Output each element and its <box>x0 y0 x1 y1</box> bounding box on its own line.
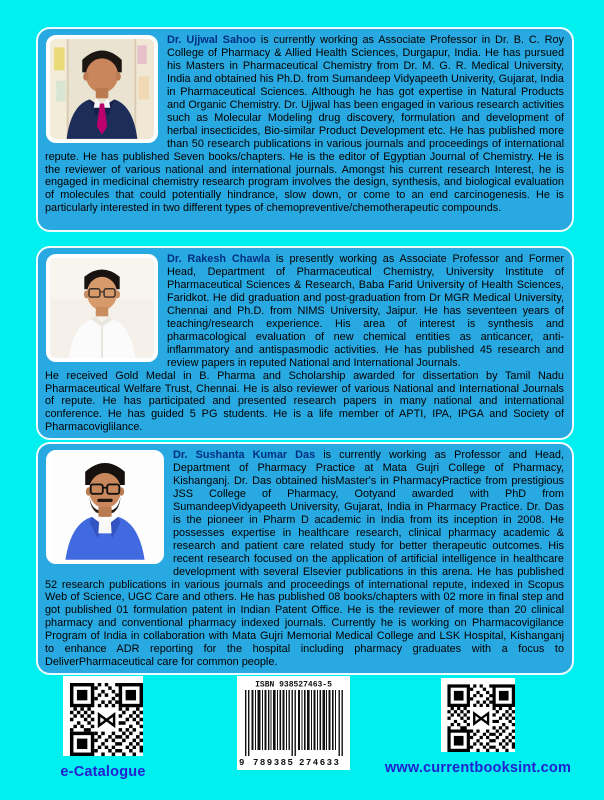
isbn-top-text: ISBN 938527463-5 <box>255 680 332 690</box>
isbn-barcode-graphic <box>237 676 350 770</box>
bio-panel-rakesh-chawla <box>36 246 574 440</box>
bio-name-rakesh-chawla: Dr. Rakesh Chawla <box>167 253 271 265</box>
isbn-digits-group1: 789385 <box>253 758 295 768</box>
bio-body-ujjwal-sahoo: is currently working as Associate Professor in Dr. B. C. Roy College of Pharmacy & Allied Health Sciences, Durgapur, India. He has pursued his Masters in Pharmaceutical Chemistry from Dr. M. G. R. Medical University, India and obtained his Ph.D. from Sumandeep Vidyapeeth Univerity, Gujarat, India in Pharmaceutical Sciences. Although he has got expertise in Natural Products and Organic Chemistry. Dr. Ujjwal has been engaged in various research activities such as Molecular Modeling drug discovery, formulation and development of herbal insecticides, Bio-similar Product Development etc. He has published more than 50 research publications in various journals and proceedings of international repute. He has published Seven books/chapters. He is the editor of Egyptian Journal of Chemistry. He is the reviewer of various national and international journals. Amongst his current research Interest, he is engaged in medicinal chemistry research program involves the design, synthesis, and biological evaluation of molecules that could potentially hindrance, slow down, or come to an end carcinogenesis. He is particularly interested in two different types of chemopreventive/chemotherapeutic compounds. <box>45 34 564 215</box>
bio-name-sushanta-kumar-das: Dr. Sushanta Kumar Das <box>173 449 316 461</box>
portrait-rakesh-chawla-illustration <box>50 258 154 358</box>
bio-name-ujjwal-sahoo: Dr. Ujjwal Sahoo <box>167 34 256 46</box>
isbn-digit-9: 9 <box>239 758 245 768</box>
isbn-barcode <box>237 676 350 770</box>
bio-body-rakesh-chawla: is presently working as Associate Professor and Former Head, Department of Pharmaceutical Chemistry, University Institute of Pharmaceutical Sciences & Research, Baba Farid University of Health Sciences, Faridkot. He did graduation and post-graduation from Dr MGR Medical University, Chennai and Ph.D. from NIMS University, Jaipur. He has seventeen years of teaching/research experience. His area of interest is synthesis and pharmacological evaluation of new chemical entities as anticancer, anti-inflammatory and antispasmodic activities. He has published 45 research and review papers in reputed National and International Journals. <box>167 253 564 369</box>
portrait-photo-sushanta-kumar-das <box>46 450 164 564</box>
bio-panel-sushanta-kumar-das <box>36 442 574 675</box>
bio-panel-ujjwal-sahoo <box>36 27 574 232</box>
portrait-photo-rakesh-chawla <box>46 254 158 362</box>
portrait-ujjwal-sahoo-illustration <box>50 39 154 139</box>
isbn-digits-group2: 274633 <box>299 758 341 768</box>
website-block <box>382 678 574 776</box>
portrait-sushanta-kumar-das-illustration <box>50 454 160 560</box>
bio-text2-rakesh-chawla: He received Gold Medal in B. Pharma and Scholarship awarded for dissertation by Tamil Nadu Pharmaceutical Welfare Trust, Chennai. He is also reviewer of various National and International Journals of repute. He has participated and presented research papers in many national and international conference. He has guided 5 PG students. He is a life member of APTI, IPA, IPGA and Society of Pharmacoviglilance. <box>45 369 564 434</box>
website-link[interactable]: www.currentbooksint.com <box>384 760 572 776</box>
website-qr-code <box>441 678 515 752</box>
bio-body-sushanta-kumar-das: is currently working as Professor and Head, Department of Pharmacy Practice at Mata Gujri College of Pharmacy, Kishanganj. Dr. Das obtained hisMaster's in PharmacyPractice from prestigious JSS College of Pharmacy, Ootyand awarded with PhD from SumandeepVidyapeeth University, Gujarat, India in Pharmacy Practice. Dr. Das is the pioneer in Pharm D academic in India from its inception in 2008. He possesses expertise in healthcare research, clinical pharmacy academic & research and patient care related study for better therapeutic outcomes. His recent research focused on the application of artificial intelligence in healthcare development with several Elsevier publications in this arena. He has published 52 research publications in various journals and proceedings of international repute, indexed in Scopus Web of Science, UGC Care and others. He has published 08 books/chapters with 02 more in final step and got published 01 formulation patent in Indian Patent Office. He is the reviewer of more than 20 clinical pharmacy and conventional pharmacy indexed journals. Currently he is working on Pharmacovigilance Program of India in collaboration with Mata Gujri Memorial Medical College and LSK Hospital, Kishanganj to enhance ADR reporting for the hospital including pharmacy graduates with a focus to DeliverPharmaceutical care for common people. <box>45 449 564 669</box>
portrait-photo-ujjwal-sahoo <box>46 35 158 143</box>
ecatalogue-link[interactable]: e-Catalogue <box>60 764 146 780</box>
ecatalogue-block <box>23 676 183 780</box>
ecatalogue-qr-code <box>63 676 143 756</box>
